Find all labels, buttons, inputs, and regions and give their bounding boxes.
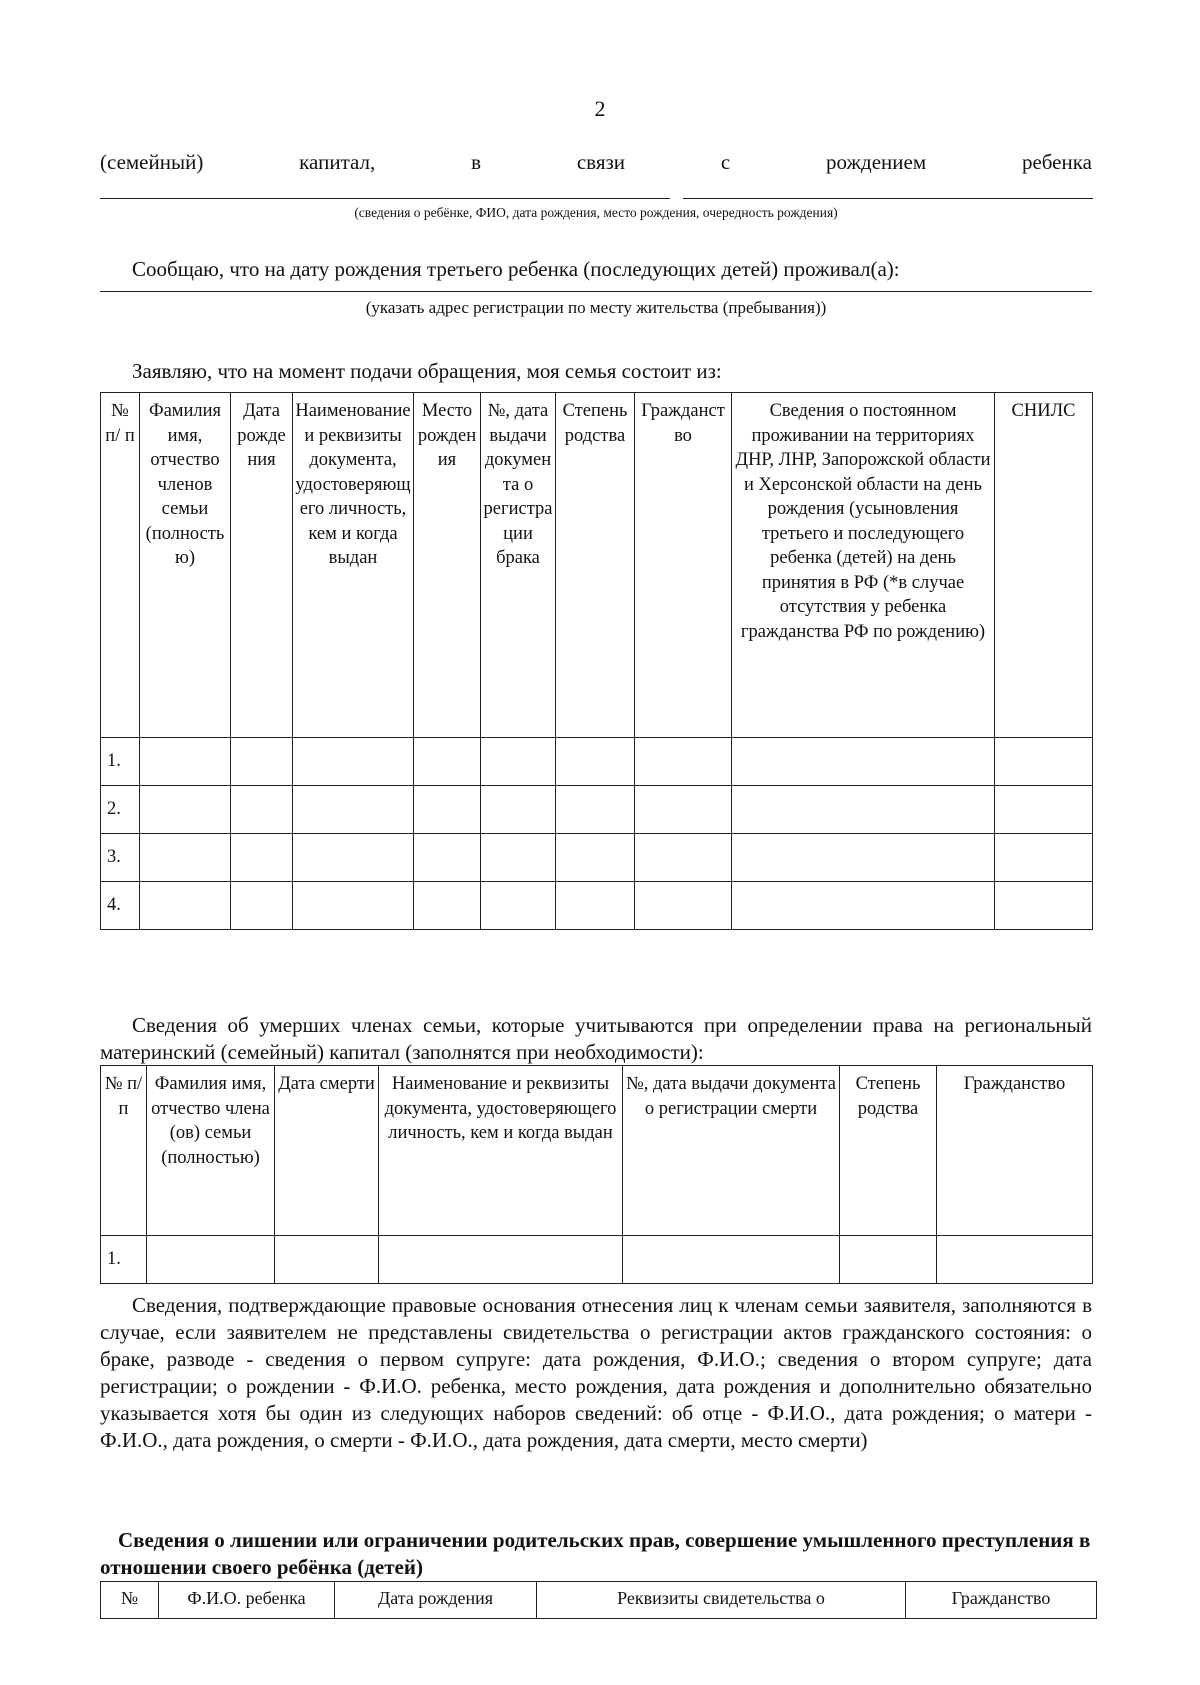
input-cell[interactable]: [481, 882, 556, 930]
header-cell: Сведения о постоянном проживании на территориях ДНР, ЛНР, Запорожской области и Херсонской области на день рождения (усыновления третьего и последующего ребенка (детей) на день принятия в РФ (*в случае отсутствия у ребенка гражданства РФ по рождению): [732, 393, 995, 738]
input-cell[interactable]: [140, 786, 231, 834]
header-cell: Дата рождения: [335, 1582, 537, 1619]
input-cell[interactable]: [275, 1236, 379, 1284]
header-cell: Дата смерти: [275, 1066, 379, 1236]
header-cell: №: [101, 1582, 159, 1619]
row-number: 2.: [101, 786, 140, 834]
header-cell: Степень родства: [556, 393, 635, 738]
input-cell[interactable]: [623, 1236, 840, 1284]
word: ребенка: [1021, 150, 1092, 174]
input-cell[interactable]: [414, 882, 481, 930]
deceased-table: [100, 1065, 1093, 1284]
child-info-caption: (сведения о ребёнке, ФИО, дата рождения, место рождения, очередность рождения): [354, 205, 838, 220]
deceased-table-header: [101, 1066, 1093, 1236]
page-number: 2: [594, 96, 606, 121]
word: (семейный): [100, 150, 204, 174]
header-cell: Гражданство: [937, 1066, 1093, 1236]
child-info-line-left[interactable]: [100, 198, 670, 199]
input-cell[interactable]: [635, 738, 732, 786]
legal-basis-paragraph: Сведения, подтверждающие правовые основания отнесения лиц к членам семьи заявителя, заполняются в случае, если заявителем не представлены свидетельства о регистрации актов гражданского состояния: о браке, разводе - сведения о первом супруге: дата рождения, Ф.И.О.; сведения о втором супруге; дата регистрации; о рождении - Ф.И.О. ребенка, место рождения, дата рождения и дополнительно обязательно указывается хотя бы один из следующих наборов сведений: об отце - Ф.И.О., дата рождения; о матери - Ф.И.О., дата рождения, о смерти - Ф.И.О., дата рождения, дата смерти, место смерти): [100, 1293, 1092, 1452]
child-info-line-right[interactable]: [683, 198, 1093, 199]
input-cell[interactable]: [995, 786, 1093, 834]
word: в: [471, 150, 482, 174]
rights-table-header: [101, 1582, 1097, 1619]
word: с: [720, 150, 731, 174]
continuation-line: [100, 150, 1092, 175]
header-cell: Гражданство: [635, 393, 732, 738]
address-caption: (указать адрес регистрации по месту жительства (пребывания)): [365, 298, 827, 317]
input-cell[interactable]: [414, 738, 481, 786]
row-number: 4.: [101, 882, 140, 930]
input-cell[interactable]: [147, 1236, 275, 1284]
header-cell: Наименование и реквизиты документа, удостоверяющего личность, кем и когда выдан: [293, 393, 414, 738]
input-cell[interactable]: [635, 786, 732, 834]
header-cell: Дата рождения: [231, 393, 293, 738]
input-cell[interactable]: [293, 786, 414, 834]
header-cell: №, дата выдачи документа о регистрации смерти: [623, 1066, 840, 1236]
header-cell: Гражданство: [906, 1582, 1097, 1619]
header-cell: № п/ п: [101, 393, 140, 738]
input-cell[interactable]: [293, 882, 414, 930]
table-row: [101, 1236, 1093, 1284]
rights-table: [100, 1581, 1097, 1619]
word: рождением: [826, 150, 927, 174]
header-cell: Фамилия имя, отчество членов семьи (полностью): [140, 393, 231, 738]
input-cell[interactable]: [481, 738, 556, 786]
input-cell[interactable]: [556, 882, 635, 930]
input-cell[interactable]: [231, 786, 293, 834]
input-cell[interactable]: [414, 834, 481, 882]
input-cell[interactable]: [732, 834, 995, 882]
residence-statement: Сообщаю, что на дату рождения третьего ребенка (последующих детей) проживал(а):: [132, 257, 900, 281]
header-cell: Степень родства: [840, 1066, 937, 1236]
input-cell[interactable]: [140, 882, 231, 930]
input-cell[interactable]: [140, 738, 231, 786]
header-cell: Ф.И.О. ребенка: [159, 1582, 335, 1619]
header-cell: Реквизиты свидетельства о: [537, 1582, 906, 1619]
input-cell[interactable]: [732, 882, 995, 930]
input-cell[interactable]: [379, 1236, 623, 1284]
input-cell[interactable]: [937, 1236, 1093, 1284]
deceased-statement: Сведения об умерших членах семьи, которые учитываются при определении права на региональный материнский (семейный) капитал (заполнятся при необходимости):: [100, 1013, 1092, 1064]
input-cell[interactable]: [995, 738, 1093, 786]
family-table: [100, 392, 1093, 930]
input-cell[interactable]: [556, 738, 635, 786]
input-cell[interactable]: [556, 786, 635, 834]
input-cell[interactable]: [414, 786, 481, 834]
input-cell[interactable]: [231, 738, 293, 786]
input-cell[interactable]: [231, 834, 293, 882]
input-cell[interactable]: [732, 786, 995, 834]
word: капитал,: [299, 150, 376, 174]
table-row: [101, 738, 1093, 786]
family-statement: Заявляю, что на момент подачи обращения, моя семья состоит из:: [132, 359, 722, 383]
input-cell[interactable]: [556, 834, 635, 882]
input-cell[interactable]: [840, 1236, 937, 1284]
input-cell[interactable]: [995, 834, 1093, 882]
table-row: [101, 786, 1093, 834]
rights-heading: Сведения о лишении или ограничении родительских прав, совершение умышленного преступления в отношении своего ребёнка (детей): [100, 1528, 1091, 1579]
address-line[interactable]: [100, 291, 1092, 292]
input-cell[interactable]: [481, 786, 556, 834]
family-table-header: [101, 393, 1093, 738]
header-cell: СНИЛС: [995, 393, 1093, 738]
header-cell: № п/п: [101, 1066, 147, 1236]
header-cell: Фамилия имя, отчество члена (ов) семьи (полностью): [147, 1066, 275, 1236]
table-row: [101, 882, 1093, 930]
input-cell[interactable]: [293, 738, 414, 786]
input-cell[interactable]: [293, 834, 414, 882]
input-cell[interactable]: [732, 738, 995, 786]
input-cell[interactable]: [231, 882, 293, 930]
header-cell: №, дата выдачи документа о регистрации брака: [481, 393, 556, 738]
input-cell[interactable]: [995, 882, 1093, 930]
table-row: [101, 834, 1093, 882]
row-number: 1.: [101, 1236, 147, 1284]
input-cell[interactable]: [635, 834, 732, 882]
header-cell: Наименование и реквизиты документа, удостоверяющего личность, кем и когда выдан: [379, 1066, 623, 1236]
input-cell[interactable]: [140, 834, 231, 882]
header-cell: Место рождения: [414, 393, 481, 738]
input-cell[interactable]: [481, 834, 556, 882]
row-number: 1.: [101, 738, 140, 786]
row-number: 3.: [101, 834, 140, 882]
input-cell[interactable]: [635, 882, 732, 930]
word: связи: [576, 150, 626, 174]
